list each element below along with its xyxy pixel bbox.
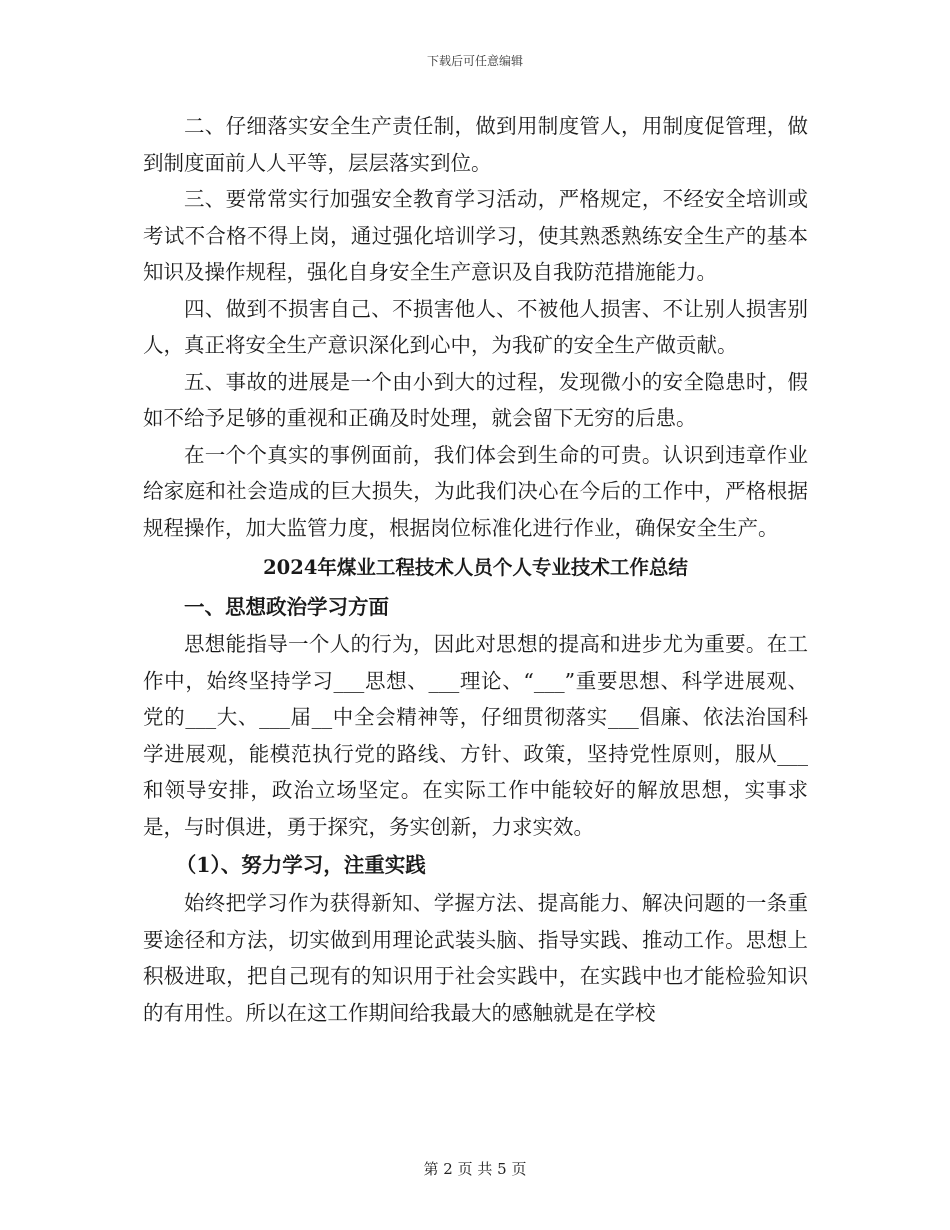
- paragraph-item-2: 二、仔细落实安全生产责任制，做到用制度管人，用制度促管理，做到制度面前人人平等，层层落实到位。: [143, 114, 808, 175]
- section-subheading-1: （1）、努力学习，注重实践: [175, 853, 426, 877]
- page-header: 下载后可任意编辑: [426, 54, 523, 68]
- paragraph-item-4: 四、做到不损害自己、不损害他人、不被他人损害、不让别人损害别人，真正将安全生产意识深化到心中，为我矿的安全生产做贡献。: [143, 296, 808, 357]
- section-title: 2024年煤业工程技术人员个人专业技术工作总结: [263, 556, 688, 579]
- paragraph-conclusion: 在一个个真实的事例面前，我们体会到生命的可贵。认识到违章作业给家庭和社会造成的巨大损失，为此我们决心在今后的工作中，严格根据规程操作，加大监管力度，根据岗位标准化进行作业，确保安全生产。: [143, 442, 808, 540]
- section-heading-1: 一、思想政治学习方面: [184, 595, 389, 619]
- paragraph-item-5: 五、事故的进展是一个由小到大的过程，发现微小的安全隐患时，假如不给予足够的重视和正确及时处理，就会留下无穷的后患。: [143, 369, 808, 430]
- paragraph-item-3: 三、要常常实行加强安全教育学习活动，严格规定，不经安全培训或考试不合格不得上岗，通过强化培训学习，使其熟悉熟练安全生产的基本知识及操作规程，强化自身安全生产意识及自我防范措施能力。: [143, 187, 808, 284]
- document-body: [143, 108, 808, 1031]
- section-paragraph-1: 思想能指导一个人的行为，因此对思想的提高和进步尤为重要。在工作中，始终坚持学习___思想、___理论、“___”重要思想、科学进展观、党的___大、___届__中全会精神等，仔细贯彻落实___倡廉、依法治国科学进展观，能模范执行党的路线、方针、政策，坚持党性原则，服从___和领导安排，政治立场坚定。在实际工作中能较好的解放思想，实事求是，与时俱进，勇于探究，务实创新，力求实效。: [143, 632, 808, 839]
- section-paragraph-2: 始终把学习作为获得新知、学握方法、提高能力、解决问题的一条重要途径和方法，切实做到用理论武装头脑、指导实践、推动工作。思想上积极进取，把自己现有的知识用于社会实践中，在实践中也才能检验知识的有用性。所以在这工作期间给我最大的感触就是在学校: [143, 891, 808, 1025]
- page-number: 第 2 页 共 5 页: [423, 1160, 527, 1178]
